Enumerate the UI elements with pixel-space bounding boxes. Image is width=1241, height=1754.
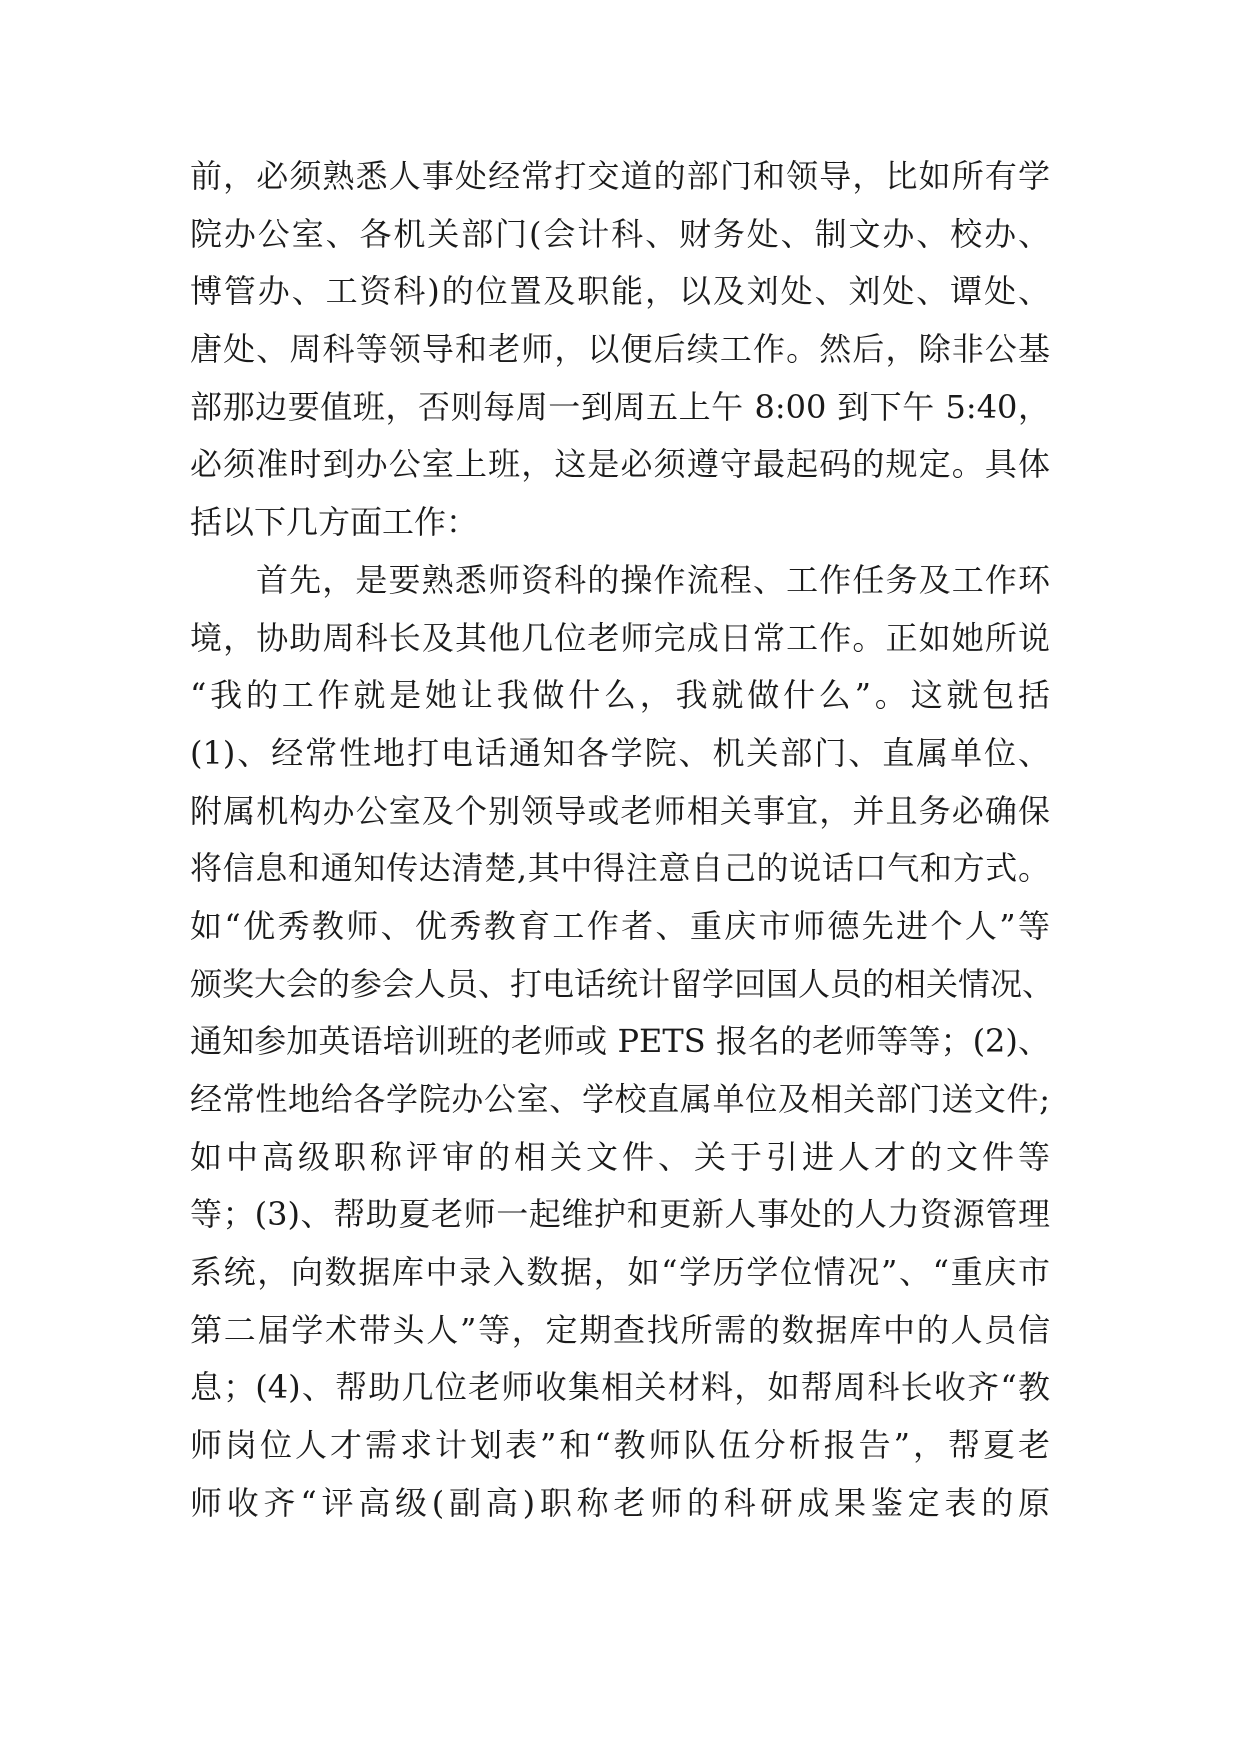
- text-line: 第二届学术带头人”等，定期查找所需的数据库中的人员信: [190, 1310, 1050, 1349]
- text-line: 系统，向数据库中录入数据，如“学历学位情况”、“重庆市: [190, 1253, 1050, 1292]
- text-line: (1)、经常性地打电话通知各学院、机关部门、直属单位、: [190, 733, 1050, 772]
- text-line: “我的工作就是她让我做什么，我就做什么”。这就包括: [190, 676, 1050, 715]
- text-line: 括以下几方面工作：: [190, 503, 479, 542]
- text-line: 如“优秀教师、优秀教育工作者、重庆市师德先进个人”等: [190, 906, 1050, 945]
- text-line: 博管办、工资科)的位置及职能，以及刘处、刘处、谭处、: [190, 272, 1050, 311]
- text-line: 师岗位人才需求计划表”和“教师队伍分析报告”，帮夏老: [190, 1426, 1050, 1465]
- text-line: 息；(4)、帮助几位老师收集相关材料，如帮周科长收齐“教: [190, 1368, 1050, 1407]
- text-line: 将信息和通知传达清楚,其中得注意自己的说话口气和方式。: [190, 849, 1050, 888]
- text-line: 颁奖大会的参会人员、打电话统计留学回国人员的相关情况、: [190, 964, 1055, 1003]
- paragraph-first-line: 首先，是要熟悉师资科的操作流程、工作任务及工作环: [256, 560, 1050, 599]
- text-line: 部那边要值班，否则每周一到周五上午 8:00 到下午 5:40，: [190, 387, 1050, 426]
- text-line: 附属机构办公室及个别领导或老师相关事宜，并且务必确保: [190, 791, 1050, 830]
- text-line: 境，协助周科长及其他几位老师完成日常工作。正如她所说: [190, 618, 1050, 657]
- text-line: 等；(3)、帮助夏老师一起维护和更新人事处的人力资源管理: [190, 1195, 1050, 1234]
- body-text: [190, 148, 1055, 1533]
- text-line: 前，必须熟悉人事处经常打交道的部门和领导，比如所有学: [190, 157, 1050, 195]
- text-line: 通知参加英语培训班的老师或 PETS 报名的老师等等；(2)、: [190, 1022, 1050, 1061]
- text-line: 院办公室、各机关部门(会计科、财务处、制文办、校办、: [190, 214, 1050, 253]
- text-line: 必须准时到办公室上班，这是必须遵守最起码的规定。具体: [190, 445, 1050, 484]
- text-line: 如中高级职称评审的相关文件、关于引进人才的文件等: [190, 1137, 1050, 1176]
- text-line: 唐处、周科等领导和老师，以便后续工作。然后，除非公基: [190, 330, 1050, 369]
- text-line: 师收齐“评高级(副高)职称老师的科研成果鉴定表的原: [190, 1483, 1050, 1522]
- text-line: 经常性地给各学院办公室、学校直属单位及相关部门送文件;: [190, 1080, 1050, 1118]
